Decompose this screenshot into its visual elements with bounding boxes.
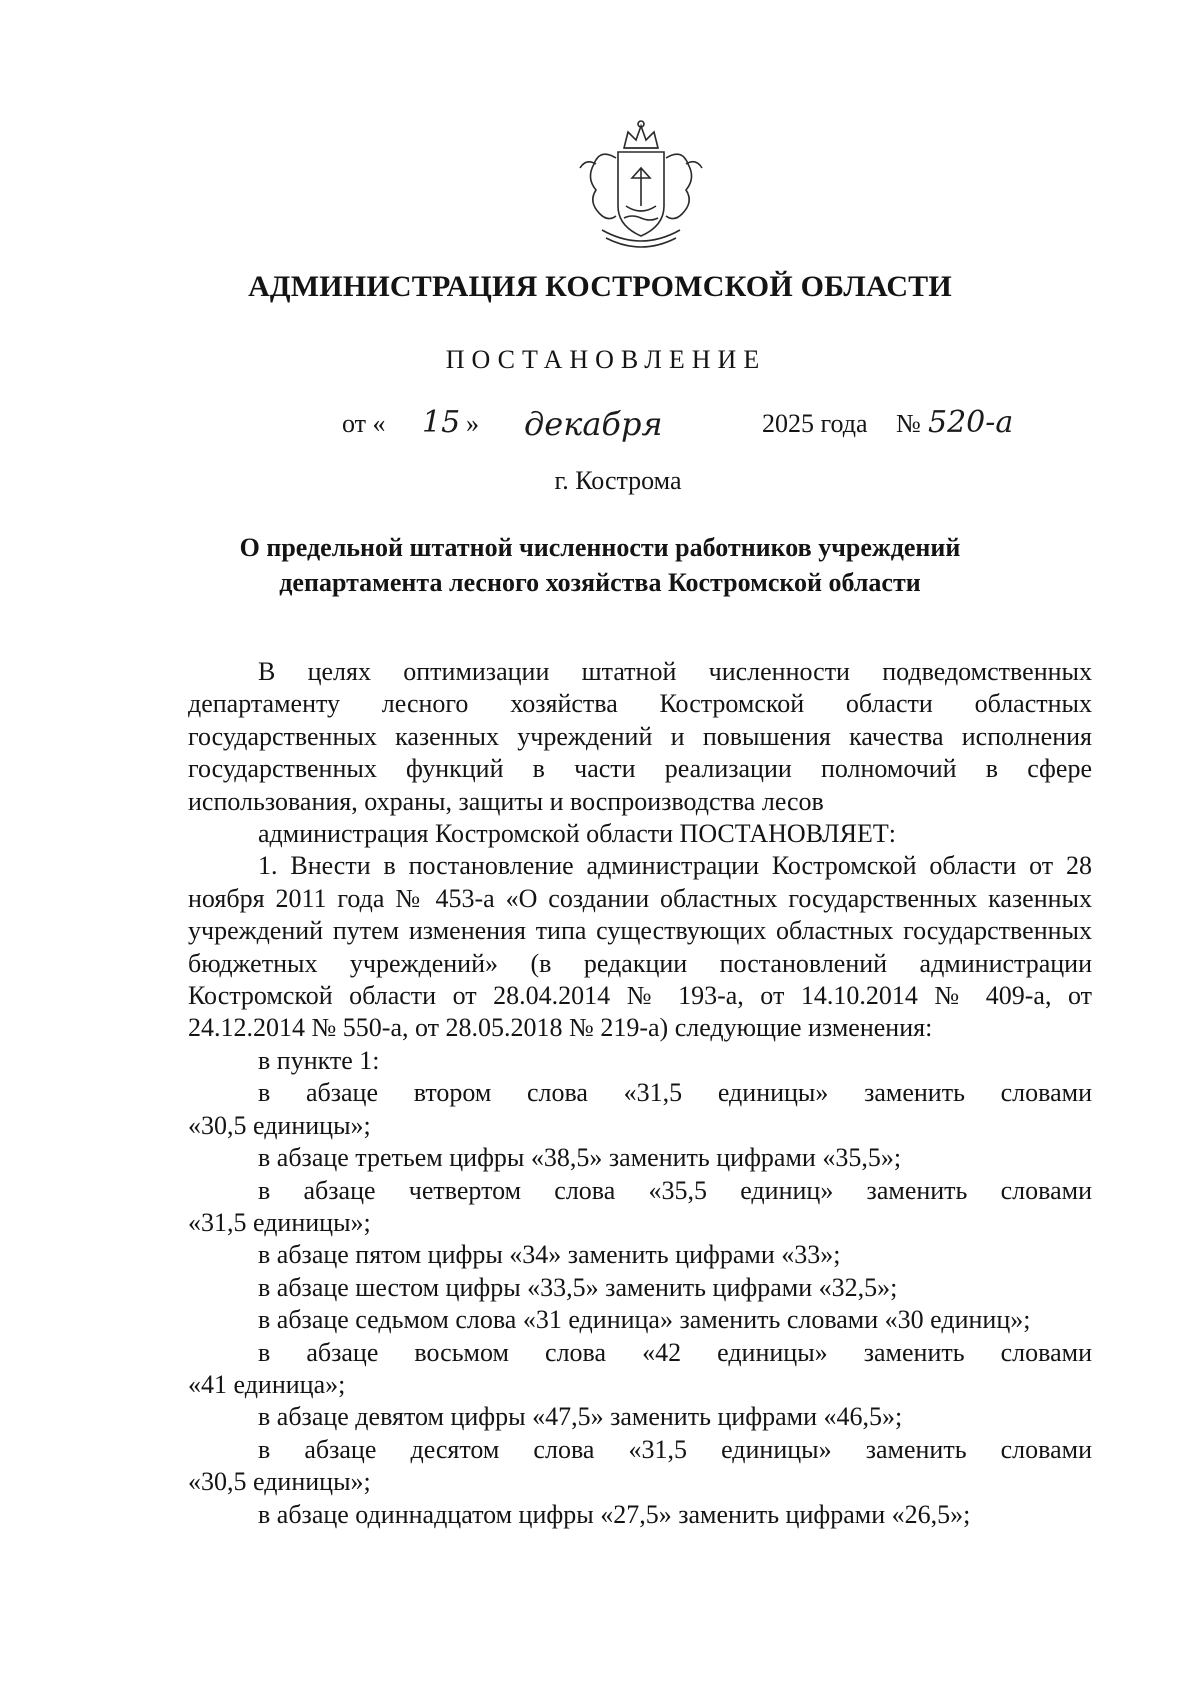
title-line-1: О предельной штатной численности работников учреждений [239, 533, 961, 562]
date-month: декабря [524, 405, 663, 443]
date-close: » [466, 409, 479, 438]
document-type: ПОСТАНОВЛЕНИЕ [445, 345, 767, 374]
amendment-paragraph-6: в абзаце шестом цифры «33,5» заменить цифрами «32,5»; [258, 1272, 898, 1302]
amendment-paragraph-2: в абзаце втором слова «31,5 единицы» заменить словами [258, 1078, 1092, 1108]
amendment-paragraph-2-cont: «30,5 единицы»; [188, 1110, 371, 1140]
document-body [188, 656, 1092, 1531]
amendment-paragraph-4: в абзаце четвертом слова «35,5 единиц» заменить словами [258, 1175, 1092, 1205]
document-title [0, 530, 1200, 600]
amendment-paragraph-10-cont: «30,5 единицы»; [188, 1467, 371, 1497]
amendment-paragraph-11: в абзаце одиннадцатом цифры «27,5» заменить цифрами «26,5»; [258, 1499, 971, 1529]
date-prefix: от « [342, 409, 386, 438]
preamble-paragraph: В целях оптимизации штатной численности подведомственных департаменту лесного хозяйства Костромской области областных государственных казенных учреждений и повышения качества исполнения государственных функций в части реализации полномочий в сфере использования, охраны, защиты и воспроизводства лесов [188, 657, 1092, 816]
date-number-line [342, 405, 1042, 465]
amendment-paragraph-9: в абзаце девятом цифры «47,5» заменить цифрами «46,5»; [258, 1402, 903, 1432]
item-1-paragraph: 1. Внести в постановление администрации Костромской области от 28 ноября 2011 года № 453-а «О создании областных государственных казенных учреждений путем изменения типа существующих областных государственных бюджетных учреждений» (в редакции постановлений администрации Костромской области от 28.04.2014 № 193-а, от 14.10.2014 № 409-а, от 24.12.2014 № 550-а, от 28.05.2018 № 219-а) следующие изменения: [188, 851, 1092, 1043]
date-day: 15 [422, 405, 461, 440]
amendment-paragraph-4-cont: «31,5 единицы»; [188, 1207, 371, 1237]
number-prefix: № [896, 409, 921, 438]
amendment-paragraph-10: в абзаце десятом слова «31,5 единицы» заменить словами [258, 1434, 1092, 1464]
title-line-2: департамента лесного хозяйства Костромской области [279, 568, 921, 597]
date-year: 2025 года [762, 409, 868, 438]
amendment-paragraph-5: в абзаце пятом цифры «34» заменить цифрами «33»; [258, 1240, 841, 1270]
in-point-1: в пункте 1: [258, 1045, 380, 1075]
resolves-line: администрация Костромской области ПОСТАНОВЛЯЕТ: [258, 819, 897, 849]
organization-name: АДМИНИСТРАЦИЯ КОСТРОМСКОЙ ОБЛАСТИ [248, 270, 952, 303]
amendment-paragraph-8-cont: «41 единица»; [188, 1369, 346, 1399]
document-number: 520-а [928, 405, 1014, 440]
amendment-paragraph-8: в абзаце восьмом слова «42 единицы» заменить словами [258, 1337, 1092, 1367]
coat-of-arms-icon [566, 118, 716, 252]
city: г. Кострома [554, 466, 682, 495]
amendment-paragraph-3: в абзаце третьем цифры «38,5» заменить цифрами «35,5»; [258, 1143, 902, 1173]
amendment-paragraph-7: в абзаце седьмом слова «31 единица» заменить словами «30 единиц»; [258, 1305, 1031, 1335]
